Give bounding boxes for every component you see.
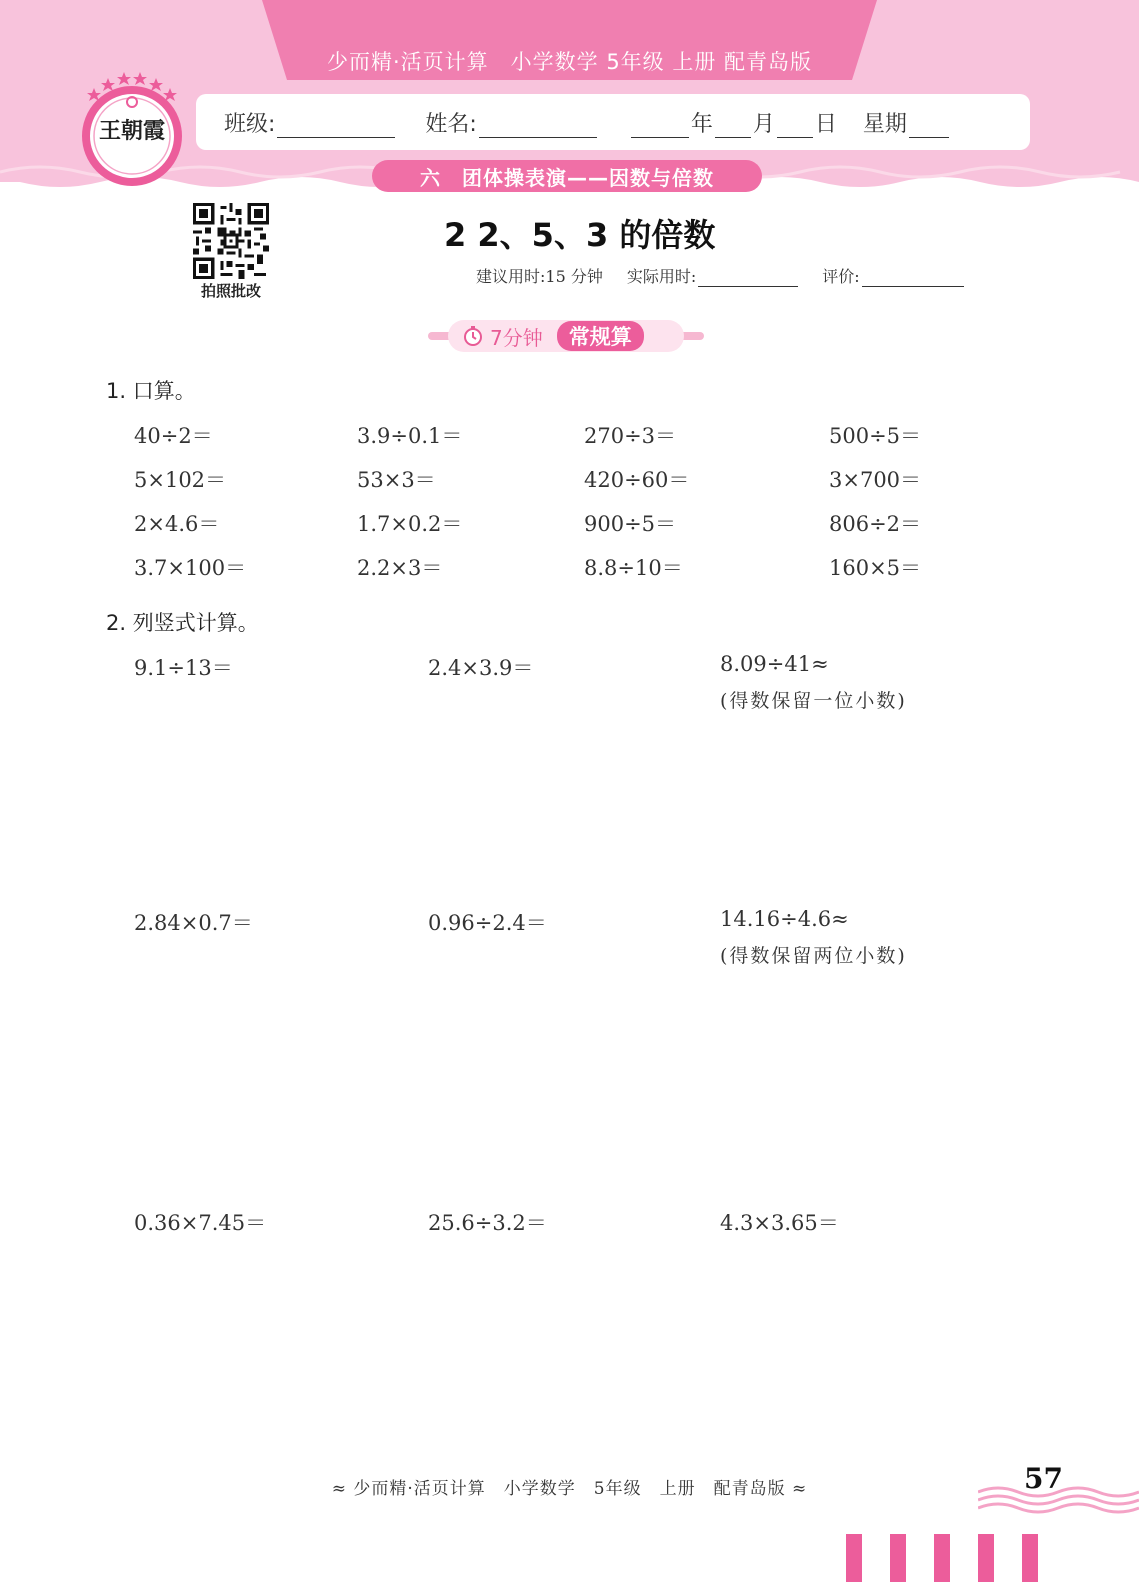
actual-time-label: 实际用时: xyxy=(626,267,697,286)
name-label: 姓名: xyxy=(425,111,477,137)
mental-math-item: 3.9÷0.1＝ xyxy=(357,424,463,448)
mental-math-item: 3.7×100＝ xyxy=(134,556,247,580)
weekday-label: 星期 xyxy=(862,111,907,137)
logo-text: 王朝霞 xyxy=(98,118,165,144)
class-field xyxy=(224,107,397,138)
month-blank[interactable] xyxy=(715,115,751,138)
timer-pill xyxy=(448,320,684,352)
vertical-calc-item: 8.09÷41≈ xyxy=(720,652,829,676)
vertical-calc-item: 4.3×3.65＝ xyxy=(720,1211,839,1235)
qr-label: 拍照批改 xyxy=(200,282,261,300)
mental-math-item: 420÷60＝ xyxy=(584,468,690,492)
qr-code-icon[interactable] xyxy=(193,203,269,279)
vertical-calc-item: 0.96÷2.4＝ xyxy=(428,911,547,935)
day-label: 日 xyxy=(814,111,837,137)
mental-math-item: 3×700＝ xyxy=(829,468,922,492)
mental-math-item: 8.8÷10＝ xyxy=(584,556,683,580)
student-info-bar xyxy=(196,94,1030,150)
vertical-calc-item: 9.1÷13＝ xyxy=(134,656,233,680)
mental-math-item: 40÷2＝ xyxy=(134,424,213,448)
mental-math-item: 270÷3＝ xyxy=(584,424,677,448)
weekday-field xyxy=(863,107,951,138)
day-blank[interactable] xyxy=(777,115,813,138)
month-label: 月 xyxy=(752,111,775,137)
vertical-calc-item: 0.36×7.45＝ xyxy=(134,1211,267,1235)
rounding-note: (得数保留两位小数) xyxy=(720,945,907,967)
weekday-blank[interactable] xyxy=(909,115,949,138)
category-badge: 常规算 xyxy=(557,321,644,351)
question-2-heading: 2. 列竖式计算。 xyxy=(106,611,259,635)
class-blank[interactable] xyxy=(277,115,395,138)
class-label: 班级: xyxy=(224,111,276,137)
year-blank[interactable] xyxy=(631,115,689,138)
lesson-title: 2 2、5、3 的倍数 xyxy=(444,216,716,254)
lesson-meta xyxy=(476,264,1036,287)
vertical-calc-item: 2.4×3.9＝ xyxy=(428,656,534,680)
mental-math-item: 160×5＝ xyxy=(829,556,922,580)
mental-math-item: 806÷2＝ xyxy=(829,512,922,536)
mental-math-item: 1.7×0.2＝ xyxy=(357,512,463,536)
date-field xyxy=(629,107,837,138)
actual-time-blank[interactable] xyxy=(698,268,798,287)
footer-text: ≈ 少而精·活页计算 小学数学 5年级 上册 配青岛版 ≈ xyxy=(331,1479,808,1499)
vertical-calc-item: 25.6÷3.2＝ xyxy=(428,1211,547,1235)
vertical-calc-item: 2.84×0.7＝ xyxy=(134,911,253,935)
unit-banner: 六 团体操表演——因数与倍数 xyxy=(372,160,762,192)
year-label: 年 xyxy=(690,111,713,137)
mental-math-item: 2×4.6＝ xyxy=(134,512,220,536)
evaluation-label: 评价: xyxy=(822,267,860,286)
timer-text: 7分钟 xyxy=(490,325,543,350)
evaluation-blank[interactable] xyxy=(862,268,964,287)
series-title: 少而精·活页计算 小学数学 5年级 上册 配青岛版 xyxy=(326,50,813,74)
mental-math-item: 500÷5＝ xyxy=(829,424,922,448)
stopwatch-icon xyxy=(462,325,484,347)
page-edge-tabs-decoration xyxy=(846,1534,1046,1582)
mental-math-item: 5×102＝ xyxy=(134,468,227,492)
page-number: 57 xyxy=(1024,1462,1063,1495)
vertical-calc-item: 14.16÷4.6≈ xyxy=(720,907,849,931)
name-field xyxy=(425,107,598,138)
question-1-heading: 1. 口算。 xyxy=(106,379,196,403)
name-blank[interactable] xyxy=(479,115,597,138)
suggested-time: 建议用时:15 分钟 xyxy=(476,267,603,286)
mental-math-item: 900÷5＝ xyxy=(584,512,677,536)
mental-math-item: 53×3＝ xyxy=(357,468,436,492)
mental-math-item: 2.2×3＝ xyxy=(357,556,443,580)
rounding-note: (得数保留一位小数) xyxy=(720,690,907,712)
